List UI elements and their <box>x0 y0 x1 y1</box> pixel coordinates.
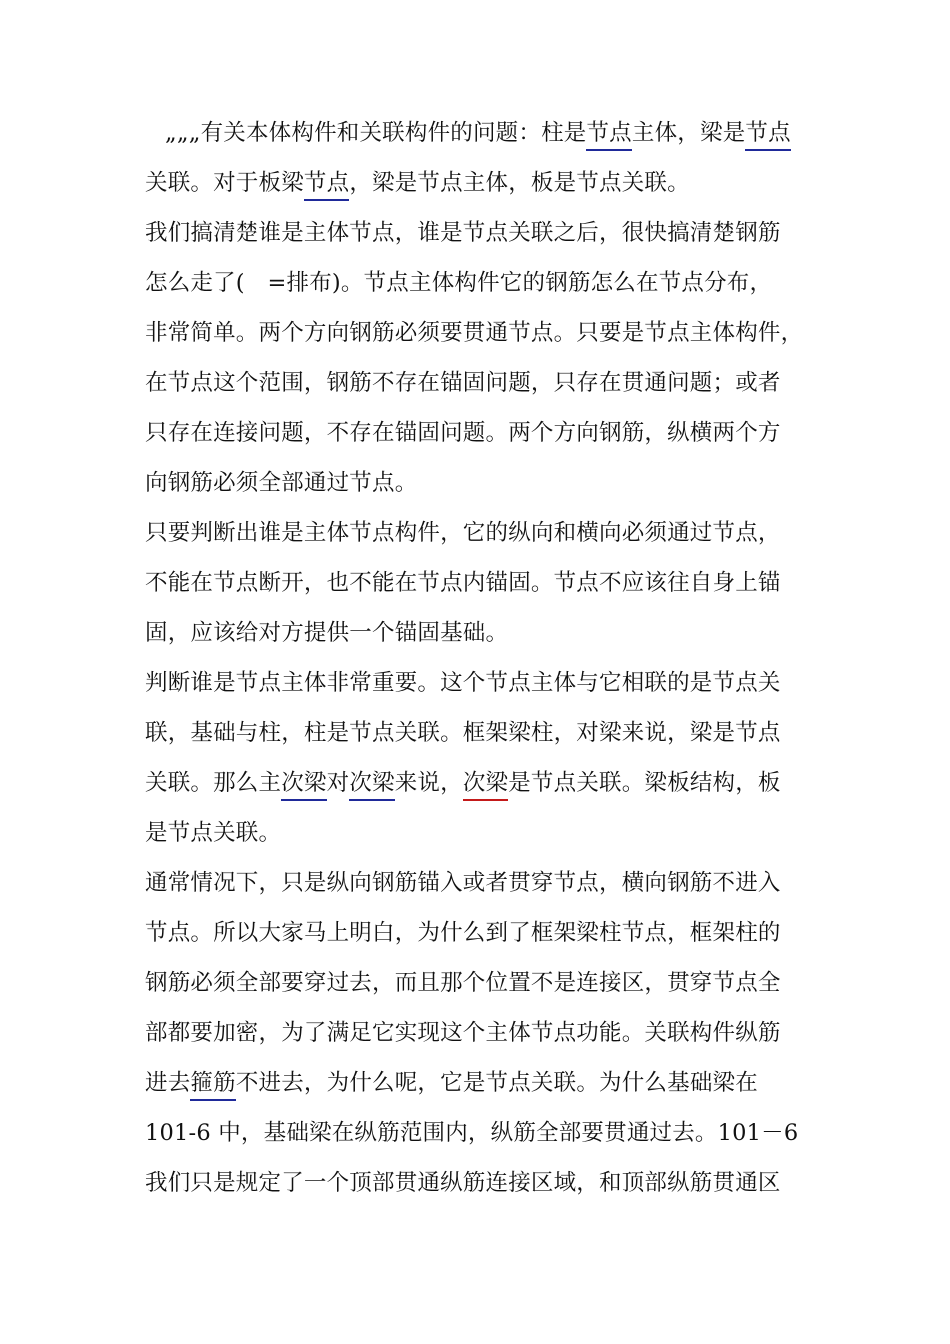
underlined-term: 节点 <box>745 120 790 151</box>
underlined-term: 次梁 <box>349 770 394 801</box>
text-segment: 怎么走了( =排布)。节点主体构件它的钢筋怎么在节点分布， <box>145 270 773 296</box>
text-segment: 在节点这个范围，钢筋不存在锚固问题，只存在贯通问题；或者 <box>145 370 781 396</box>
text-line-21 <box>145 1122 798 1145</box>
text-line-18 <box>145 972 781 995</box>
text-segment: 非常简单。两个方向钢筋必须要贯通节点。只要是节点主体构件， <box>145 320 804 346</box>
text-line-13 <box>145 722 781 745</box>
text-line-6 <box>145 372 781 395</box>
text-segment: 固，应该给对方提供一个锚固基础。 <box>145 620 509 646</box>
underlined-term: 次梁 <box>281 770 326 801</box>
text-line-22 <box>145 1172 781 1195</box>
text-segment: 部都要加密，为了满足它实现这个主体节点功能。关联构件纵筋 <box>145 1020 781 1046</box>
text-segment: 只存在连接问题，不存在锚固问题。两个方向钢筋，纵横两个方 <box>145 420 781 446</box>
text-segment: „„„有关本体构件和关联构件的问题：柱是 <box>165 120 587 146</box>
text-segment: 我们只是规定了一个顶部贯通纵筋连接区域，和顶部纵筋贯通区 <box>145 1170 781 1196</box>
text-line-14 <box>145 772 781 795</box>
underlined-term: 节点 <box>304 170 349 201</box>
text-line-12 <box>145 672 781 695</box>
text-line-1 <box>165 122 791 145</box>
text-line-8 <box>145 472 417 495</box>
text-line-5 <box>145 322 803 345</box>
text-line-2 <box>145 172 690 195</box>
text-segment: 只要判断出谁是主体节点构件，它的纵向和横向必须通过节点， <box>145 520 781 546</box>
text-line-15 <box>145 822 281 845</box>
text-line-10 <box>145 572 781 595</box>
text-segment: 是节点关联。 <box>145 820 282 846</box>
text-segment: ，梁是节点主体，板是节点关联。 <box>349 170 690 196</box>
text-line-11 <box>145 622 508 645</box>
text-segment: 主体，梁是 <box>631 120 746 146</box>
text-segment: 是节点关联。梁板结构，板 <box>508 770 781 796</box>
text-segment: 联，基础与柱，柱是节点关联。框架梁柱，对梁来说，梁是节点 <box>145 720 781 746</box>
text-line-7 <box>145 422 781 445</box>
text-line-4 <box>145 272 772 295</box>
text-segment: 进去 <box>145 1070 191 1096</box>
text-line-3 <box>145 222 781 245</box>
text-segment: 钢筋必须全部要穿过去，而且那个位置不是连接区，贯穿节点全 <box>145 970 781 996</box>
text-segment: 对 <box>326 770 350 796</box>
text-segment: 不进去，为什么呢，它是节点关联。为什么基础梁在 <box>235 1070 758 1096</box>
text-segment: 我们搞清楚谁是主体节点，谁是节点关联之后，很快搞清楚钢筋 <box>145 220 781 246</box>
text-line-9 <box>145 522 781 545</box>
text-segment: 通常情况下，只是纵向钢筋锚入或者贯穿节点，横向钢筋不进入 <box>145 870 781 896</box>
text-segment: 关联。对于板梁 <box>145 170 304 196</box>
text-segment: 101-6 中，基础梁在纵筋范围内，纵筋全部要贯通过去。101－6 <box>145 1120 799 1146</box>
text-segment: 判断谁是节点主体非常重要。这个节点主体与它相联的是节点关 <box>145 670 781 696</box>
text-segment: 向钢筋必须全部通过节点。 <box>145 470 418 496</box>
underlined-term: 节点 <box>586 120 631 151</box>
text-segment: 来说， <box>394 770 463 796</box>
text-segment: 关联。那么主 <box>145 770 282 796</box>
text-line-19 <box>145 1022 781 1045</box>
text-line-16 <box>145 872 781 895</box>
text-segment: 节点。所以大家马上明白，为什么到了框架梁柱节点，框架柱的 <box>145 920 781 946</box>
text-segment: 不能在节点断开，也不能在节点内锚固。节点不应该往自身上锚 <box>145 570 781 596</box>
text-line-17 <box>145 922 781 945</box>
underlined-term: 箍筋 <box>190 1070 235 1101</box>
underlined-term-red: 次梁 <box>463 770 508 801</box>
text-line-20 <box>145 1072 758 1095</box>
